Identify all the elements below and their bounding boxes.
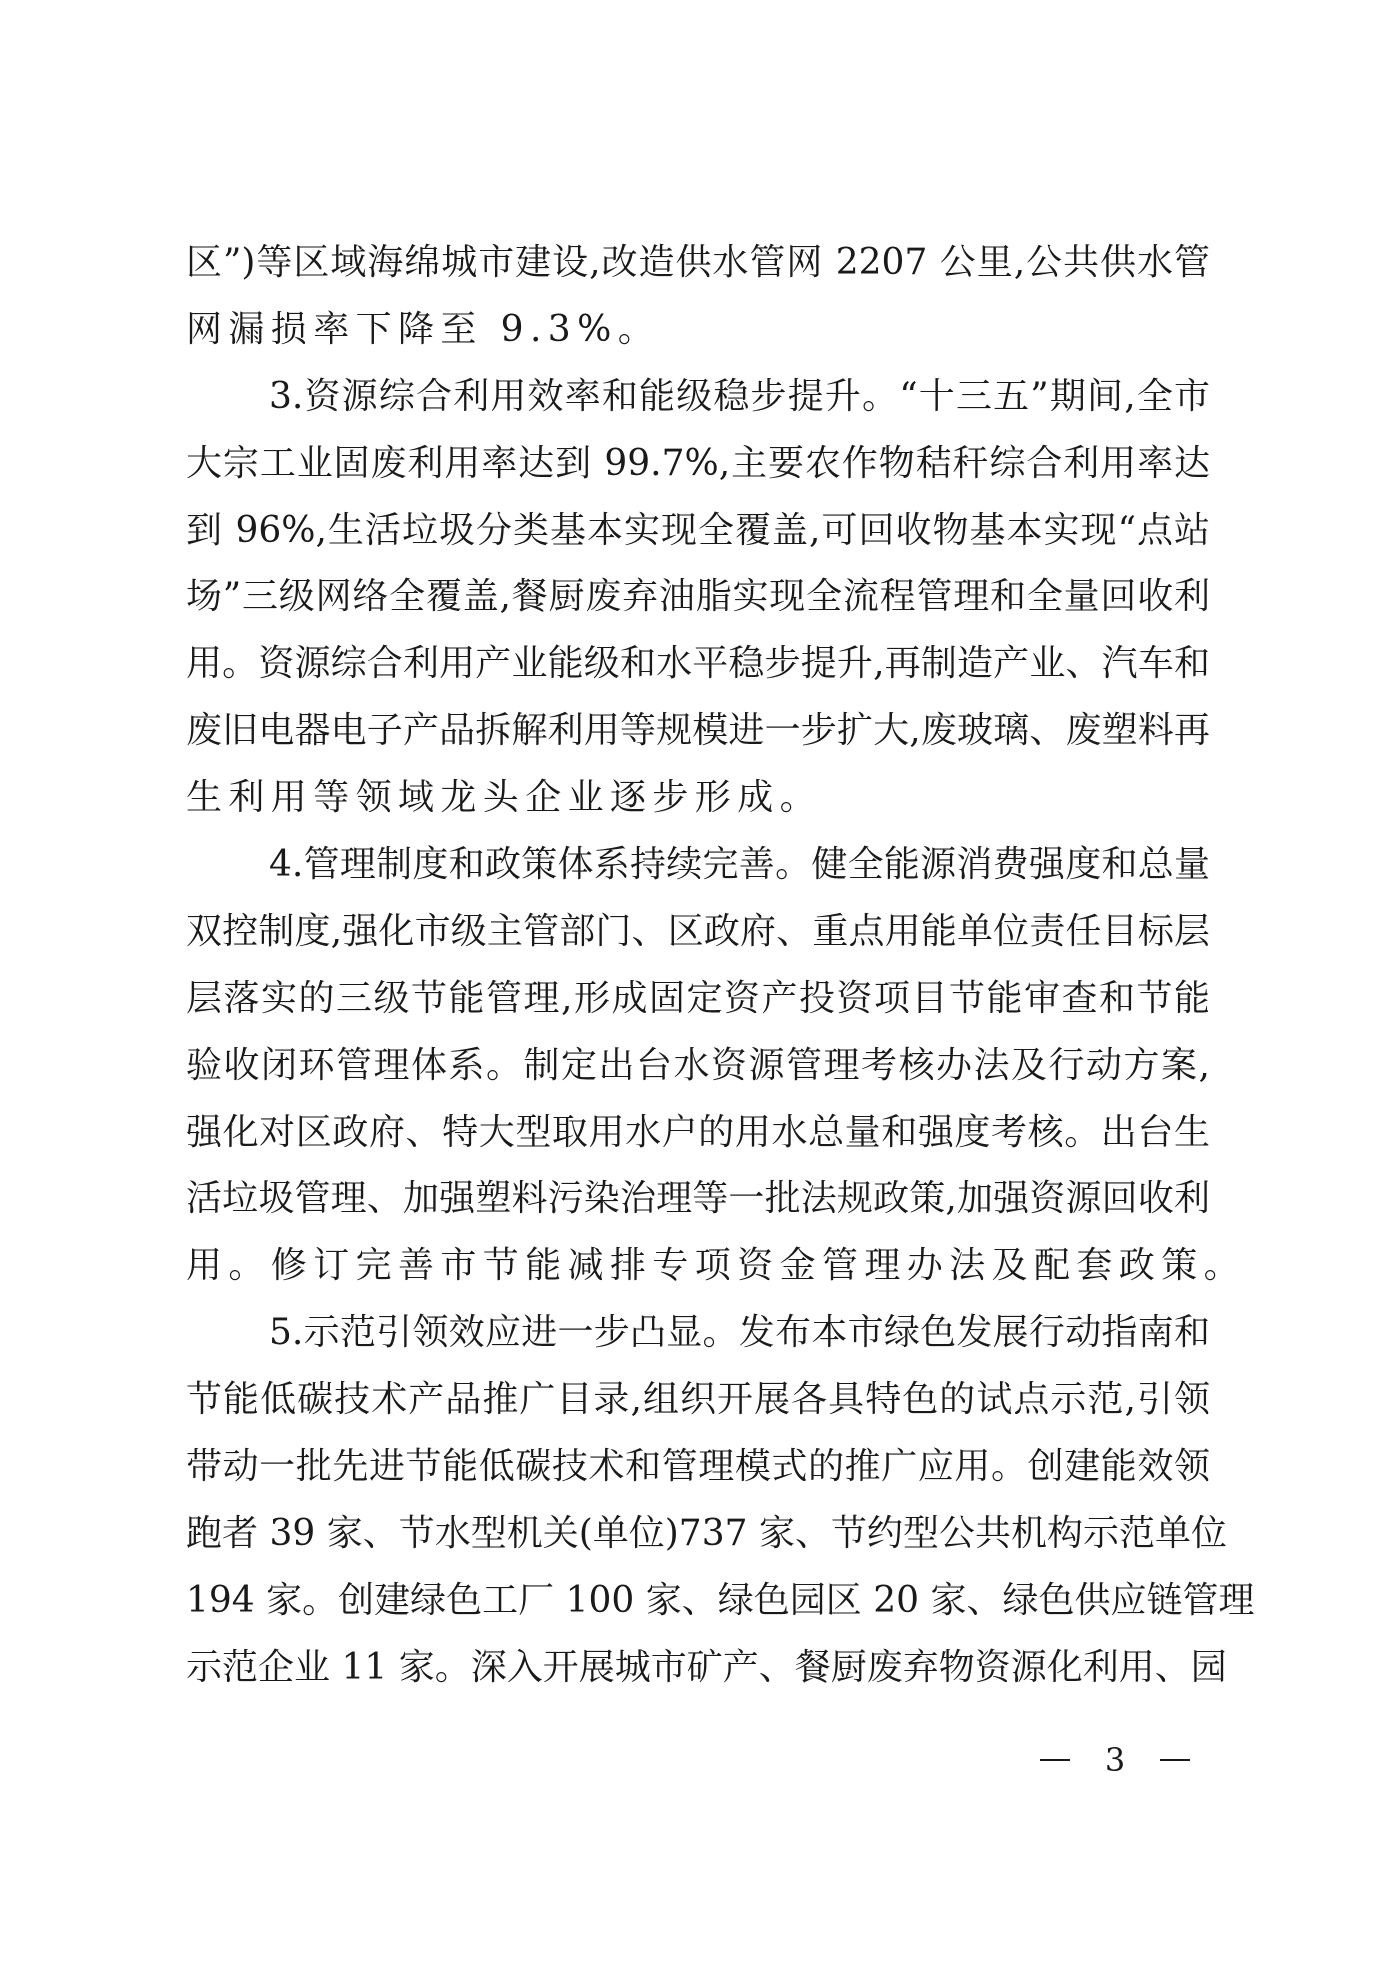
text-line: 强化对区政府、特大型取用水户的用水总量和强度考核。出台生: [186, 1111, 1210, 1153]
dash-left: [1040, 1759, 1070, 1761]
text-line: 场”三级网络全覆盖,餐厨废弃油脂实现全流程管理和全量回收利: [186, 576, 1210, 618]
text-line: 用。修订完善市节能减排专项资金管理办法及配套政策。: [186, 1245, 1247, 1287]
text-line: 废旧电器电子产品拆解利用等规模进一步扩大,废玻璃、废塑料再: [186, 710, 1210, 752]
text-line: 用。资源综合利用产业能级和水平稳步提升,再制造产业、汽车和: [186, 643, 1210, 685]
text-line: 验收闭环管理体系。制定出台水资源管理考核办法及行动方案,: [186, 1044, 1210, 1086]
text-line: 示范企业 11 家。深入开展城市矿产、餐厨废弃物资源化利用、园: [186, 1646, 1227, 1688]
body-text: [186, 230, 1255, 1702]
text-line: 区”)等区域海绵城市建设,改造供水管网 2207 公里,公共供水管: [186, 242, 1210, 283]
text-line: 层落实的三级节能管理,形成固定资产投资项目节能审查和节能: [186, 977, 1210, 1019]
text-line: 大宗工业固废利用率达到 99.7%,主要农作物秸秆综合利用率达: [186, 442, 1210, 484]
text-line: 到 96%,生活垃圾分类基本实现全覆盖,可回收物基本实现“点站: [186, 509, 1210, 551]
section-heading-line: 5.示范引领效应进一步凸显。发布本市绿色发展行动指南和: [269, 1312, 1210, 1354]
text-line: 双控制度,强化市级主管部门、区政府、重点用能单位责任目标层: [186, 910, 1210, 952]
section-heading-line: 3.资源综合利用效率和能级稳步提升。“十三五”期间,全市: [269, 375, 1210, 417]
text-line: 网漏损率下降至 9.3%。: [186, 308, 661, 350]
text-line: 生利用等领域龙头企业逐步形成。: [186, 777, 823, 819]
text-line: 194 家。创建绿色工厂 100 家、绿色园区 20 家、绿色供应链管理: [186, 1579, 1255, 1621]
text-line: 节能低碳技术产品推广目录,组织开展各具特色的试点示范,引领: [186, 1379, 1210, 1421]
text-line: 跑者 39 家、节水型机关(单位)737 家、节约型公共机构示范单位: [186, 1512, 1227, 1554]
text-line: 活垃圾管理、加强塑料污染治理等一批法规政策,加强资源回收利: [186, 1178, 1210, 1220]
text-line: 带动一批先进节能低碳技术和管理模式的推广应用。创建能效领: [186, 1446, 1210, 1488]
dash-right: [1160, 1759, 1190, 1761]
page-number: 3: [1104, 1741, 1126, 1779]
page-number-footer: [1040, 1740, 1190, 1780]
section-heading-line: 4.管理制度和政策体系持续完善。健全能源消费强度和总量: [269, 844, 1210, 886]
